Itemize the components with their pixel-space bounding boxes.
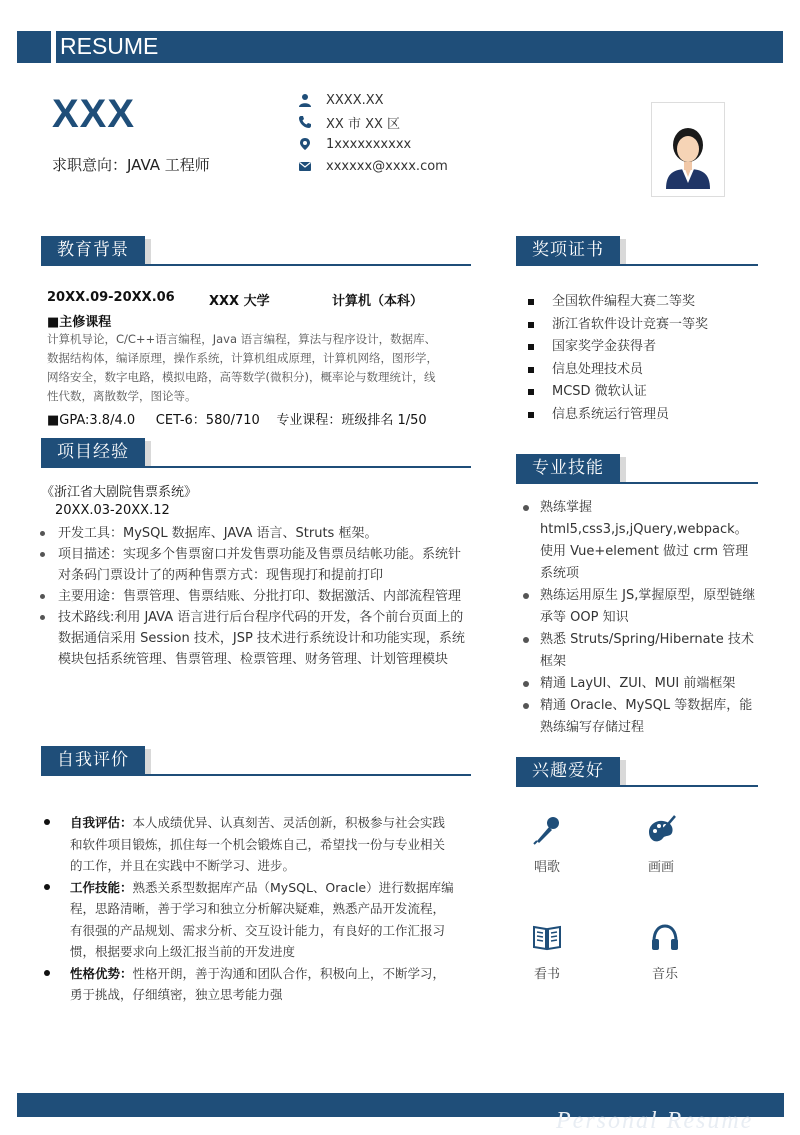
list-item: 熟练掌握 html5,css3,js,jQuery,webpack。使用 Vue+element 做过 crm 管理系统项 xyxy=(518,497,758,585)
contact-address xyxy=(298,112,400,132)
education-school: XXX 大学 xyxy=(209,294,270,309)
footer-watermark: Personal Resume xyxy=(556,1108,754,1134)
section-self-eval-header xyxy=(41,746,471,776)
book-icon xyxy=(531,921,563,953)
list-item: MCSD 微软认证 xyxy=(516,381,766,404)
item-text: 本人成绩优异、认真刻苦、灵活创新，积极参与社会实践和软件项目锻炼，抓住每一个机会锻炼自己，希望找一份与专业相关的工作，并且在实践中不断学习、进步。 xyxy=(70,815,446,873)
list-item: 主要用途：售票管理、售票结账、分批打印、数据激活、内部流程管理 xyxy=(38,586,470,607)
self-eval-list xyxy=(42,812,454,1006)
person-icon xyxy=(298,93,312,107)
list-item: 精通 Oracle、MySQL 等数据库，能熟练编写存储过程 xyxy=(518,695,758,739)
section-title: 教育背景 xyxy=(41,236,145,264)
hobby-painting xyxy=(621,814,701,875)
section-title: 专业技能 xyxy=(516,454,620,482)
item-label: 自我评估： xyxy=(70,815,133,830)
section-project-header xyxy=(41,438,471,468)
education-major: 计算机（本科） xyxy=(332,294,424,309)
profile-photo xyxy=(651,102,725,197)
contact-email xyxy=(298,156,448,176)
contact-text: 1xxxxxxxxxx xyxy=(326,136,412,152)
education-date: 20XX.09-20XX.06 xyxy=(47,290,175,305)
list-item: 熟练运用原生 JS,掌握原型，原型链继承等 OOP 知识 xyxy=(518,585,758,629)
resume-banner xyxy=(56,31,783,63)
item-label: 性格优势： xyxy=(70,965,133,981)
location-icon xyxy=(298,137,312,151)
gpa-line: ■GPA:3.8/4.0 CET-6：580/710 专业课程：班级排名 1/50 xyxy=(47,413,427,428)
project-date: 20XX.03-20XX.12 xyxy=(55,503,170,518)
hobby-singing xyxy=(507,814,587,875)
hobby-label: 看书 xyxy=(533,967,560,982)
mail-icon xyxy=(298,159,312,173)
section-divider xyxy=(41,466,471,468)
candidate-name: XXX xyxy=(52,92,136,136)
section-awards-header xyxy=(516,236,758,266)
courses-list xyxy=(47,330,467,406)
list-item: 技术路线:利用 JAVA 语言进行后台程序代码的开发，各个前台页面上的数据通信采用 Session 技术，JSP 技术进行系统设计和功能实现，系统模块包括系统管理、售票管理、检票管理、财务管理、计划管理模块 xyxy=(38,607,470,670)
skills-list xyxy=(518,497,758,739)
courses-line: 性代数，离散数学，图论等。 xyxy=(47,389,197,403)
section-title: 奖项证书 xyxy=(516,236,620,264)
microphone-icon xyxy=(531,814,563,846)
list-item xyxy=(42,877,454,963)
contact-text: xxxxxx@xxxx.com xyxy=(326,158,448,174)
section-divider xyxy=(516,482,758,484)
section-divider xyxy=(516,264,758,266)
section-title: 兴趣爱好 xyxy=(516,757,620,785)
list-item: 信息系统运行管理员 xyxy=(516,404,766,427)
palette-icon xyxy=(645,814,677,846)
hobby-reading xyxy=(507,921,587,982)
section-divider xyxy=(41,774,471,776)
list-item: 精通 LayUI、ZUI、MUI 前端框架 xyxy=(518,673,758,695)
list-item: 开发工具：MySQL 数据库、JAVA 语言、Struts 框架。 xyxy=(38,523,470,544)
hobby-label: 音乐 xyxy=(651,967,678,982)
list-item: 项目描述：实现多个售票窗口并发售票功能及售票员结帐功能。系统针对条码门票设计了的两种售票方式：现售现打和提前打印 xyxy=(38,544,470,586)
avatar-icon xyxy=(652,103,724,196)
contact-phone xyxy=(298,134,411,154)
banner-title: RESUME xyxy=(60,33,159,59)
courses-line: 计算机导论，C/C++语言编程，Java 语言编程，算法与程序设计，数据库、 xyxy=(47,332,437,346)
section-hobbies-header xyxy=(516,757,758,787)
job-intent: 求职意向：JAVA 工程师 xyxy=(52,156,210,174)
section-divider xyxy=(516,785,758,787)
list-item: 国家奖学金获得者 xyxy=(516,336,766,359)
contact-text: XX 市 XX 区 xyxy=(326,116,401,132)
item-label: 工作技能： xyxy=(70,879,133,895)
hobby-music xyxy=(625,921,705,982)
list-item: 熟悉 Struts/Spring/Hibernate 技术框架 xyxy=(518,629,758,673)
hobby-label: 画画 xyxy=(647,860,674,875)
section-title: 自我评价 xyxy=(41,746,145,774)
section-skills-header xyxy=(516,454,758,484)
banner-accent-block xyxy=(17,31,51,63)
hobby-label: 唱歌 xyxy=(533,860,560,875)
section-education-header xyxy=(41,236,471,266)
courses-line: 网络安全，数字电路，模拟电路，高等数学(微积分)，概率论与数理统计，线 xyxy=(47,370,436,384)
courses-line: 数据结构体，编译原理，操作系统，计算机组成原理，计算机网络，图形学， xyxy=(47,351,438,365)
project-details xyxy=(38,523,470,670)
list-item xyxy=(42,963,454,1006)
section-divider xyxy=(41,264,471,266)
project-name: 《浙江省大剧院售票系统》 xyxy=(41,485,198,500)
contact-birth xyxy=(298,90,384,110)
courses-label: ■主修课程 xyxy=(47,315,112,330)
headphones-icon xyxy=(649,921,681,953)
list-item: 全国软件编程大赛二等奖 xyxy=(516,291,766,314)
list-item: 浙江省软件设计竞赛一等奖 xyxy=(516,314,766,337)
list-item: 信息处理技术员 xyxy=(516,359,766,382)
phone-icon xyxy=(298,115,312,129)
contact-text: XXXX.XX xyxy=(326,92,384,108)
item-text: 熟悉关系型数据库产品（MySQL、Oracle）进行数据库编程，思路清晰，善于学习和独立分析解决疑难，熟悉产品开发流程，有很强的产品规划、需求分析、交互设计能力，有良好的工作汇报习惯，根据要求向上级汇报当前的开发进度 xyxy=(70,879,454,959)
list-item xyxy=(42,812,454,877)
section-title: 项目经验 xyxy=(41,438,145,466)
item-text: 性格开朗，善于沟通和团队合作，积极向上，不断学习，勇于挑战，仔细缜密，独立思考能力强 xyxy=(70,965,446,1002)
awards-list xyxy=(516,291,766,426)
